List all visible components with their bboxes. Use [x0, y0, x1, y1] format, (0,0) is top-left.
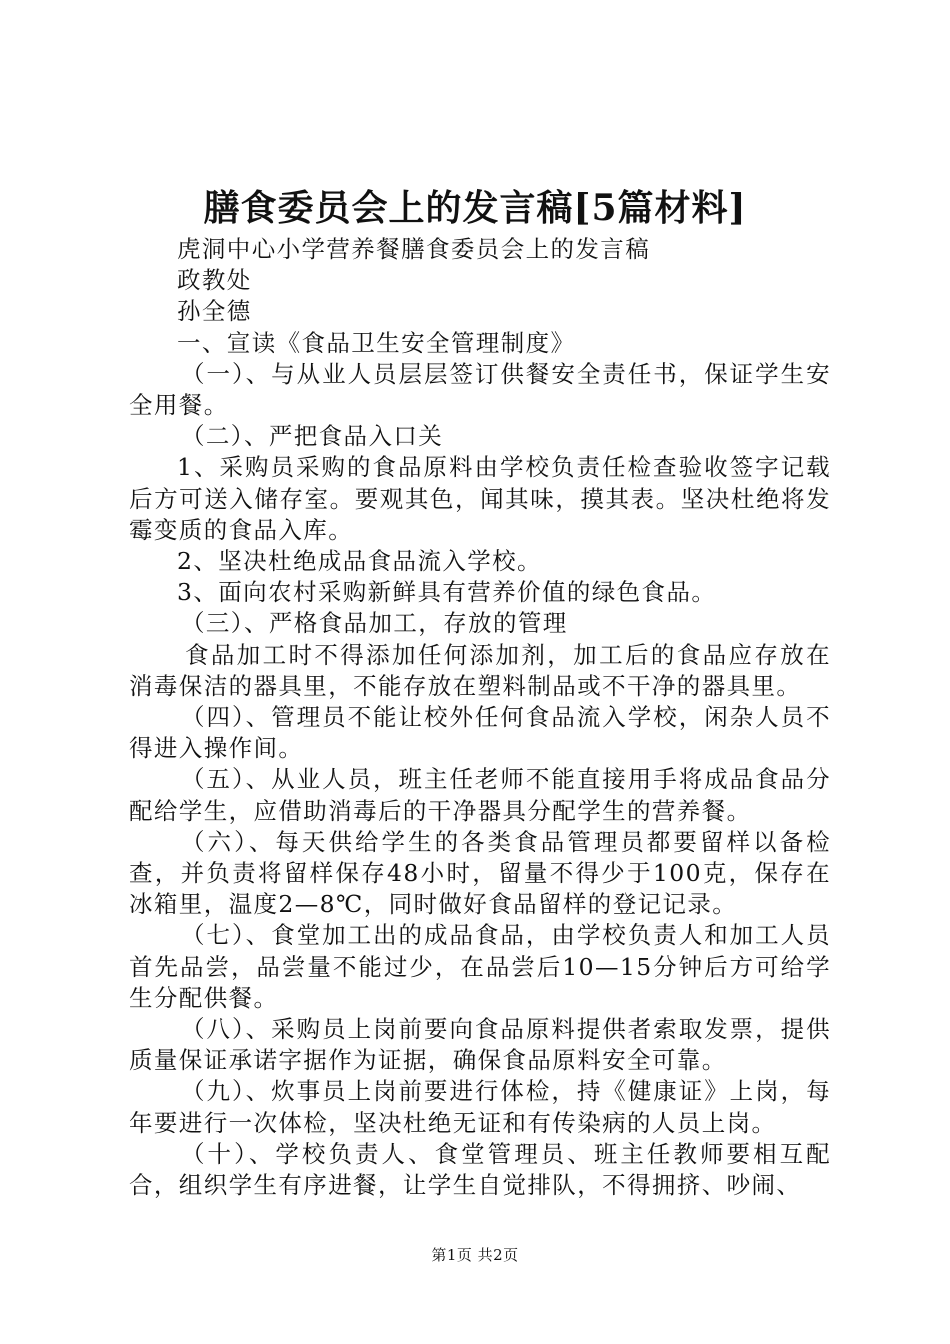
page-footer: 第1页 共2页 [431, 1246, 519, 1264]
paragraph: （十）、学校负责人、食堂管理员、班主任教师要相互配合，组织学生有序进餐，让学生自觉排队，不得拥挤、吵闹、 [129, 1139, 831, 1200]
paragraph: （一）、与从业人员层层签订供餐安全责任书，保证学生安全用餐。 [129, 359, 831, 420]
paragraph: （七）、食堂加工出的成品食品，由学校负责人和加工人员首先品尝，品尝量不能过少，在品尝后10—15分钟后方可给学生分配供餐。 [129, 921, 831, 1012]
section-heading: 一、宣读《食品卫生安全管理制度》 [177, 328, 576, 357]
paragraph: 3、面向农村采购新鲜具有营养价值的绿色食品。 [177, 578, 717, 607]
paragraph: （四）、管理员不能让校外任何食品流入学校，闲杂人员不得进入操作间。 [129, 703, 831, 763]
paragraph: （五）、从业人员，班主任老师不能直接用手将成品食品分配给学生，应借助消毒后的干净器具分配学生的营养餐。 [129, 765, 831, 825]
document-body [129, 234, 831, 1201]
paragraph: （二）、严把食品入口关 [181, 422, 444, 451]
paragraph: （三）、严格食品加工，存放的管理 [181, 609, 568, 638]
document-title: 膳食委员会上的发言稿[5篇材料] [203, 187, 747, 229]
paragraph: （八）、采购员上岗前要向食品原料提供者索取发票，提供质量保证承诺字据作为证据，确保食品原料安全可靠。 [129, 1015, 831, 1075]
paragraph: 2、坚决杜绝成品食品流入学校。 [177, 547, 542, 576]
paragraph: （六）、每天供给学生的各类食品管理员都要留样以备检查，并负责将留样保存48小时，留量不得少于100克，保存在冰箱里，温度2—8℃，同时做好食品留样的登记记录。 [129, 827, 831, 919]
paragraph: 食品加工时不得添加任何添加剂，加工后的食品应存放在消毒保洁的器具里，不能存放在塑料制品或不干净的器具里。 [129, 640, 831, 700]
paragraph: （九）、炊事员上岗前要进行体检，持《健康证》上岗，每年要进行一次体检，坚决杜绝无证和有传染病的人员上岗。 [129, 1077, 831, 1137]
author-line: 孙全德 [177, 297, 252, 326]
department-line: 政教处 [177, 266, 252, 295]
paragraph: 1、采购员采购的食品原料由学校负责任检查验收签字记载后方可送入储存室。要观其色，闻其味，摸其表。坚决杜绝将发霉变质的食品入库。 [129, 453, 831, 544]
subtitle-line: 虎洞中心小学营养餐膳食委员会上的发言稿 [177, 235, 651, 263]
